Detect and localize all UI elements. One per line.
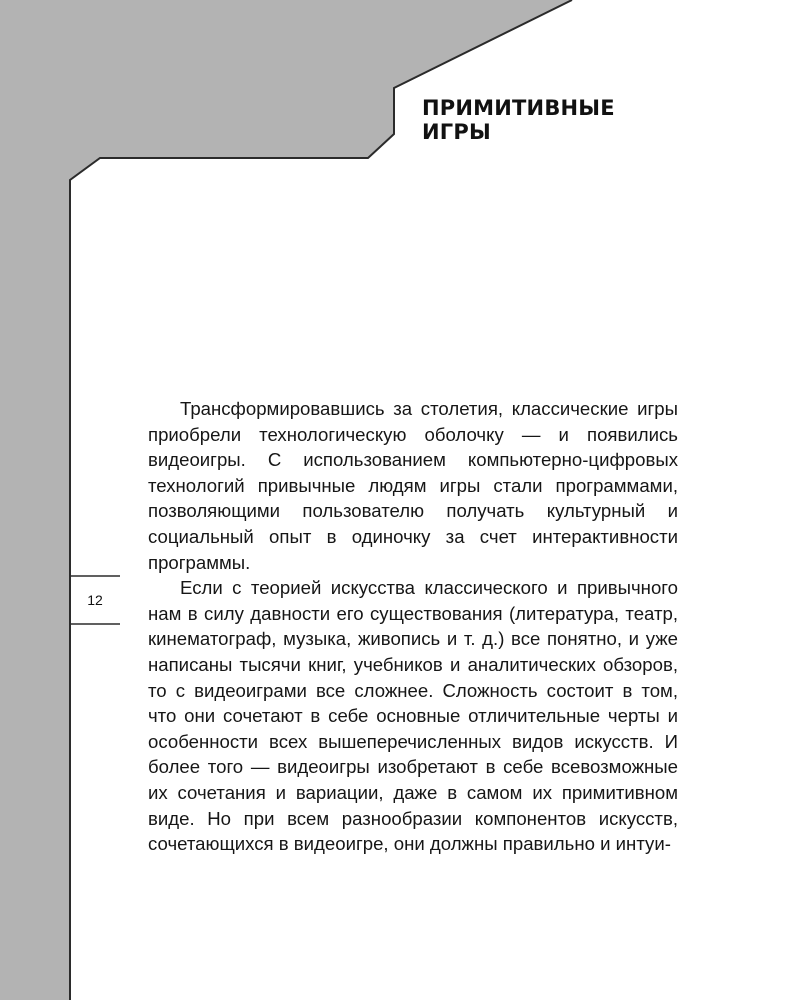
chapter-title <box>422 96 682 144</box>
chapter-title-line-1: ПРИМИТИВНЫЕ <box>422 96 615 120</box>
chapter-title-line-2: ИГРЫ <box>422 120 491 144</box>
paragraph: Если с теорией искусства классического и привычного нам в силу давности его существования (литература, театр, кинематограф, музыка, живопись и т. д.) все понятно, и уже написаны тысячи книг, учебников и аналитических обзоров, то с видеоиграми все сложнее. Сложность состоит в том, что они сочетают в себе основные отличительные черты и особенности всех вышеперечисленных видов искусств. И более того — видеоигры изобретают в себе всевозможные их сочетания и вариации, даже в самом их примитивном виде. Но при всем разнообразии компонентов искусств, сочетающихся в видеоигре, они должны правильно и интуи- <box>148 577 678 855</box>
body-text <box>148 396 678 857</box>
paragraph: Трансформировавшись за столетия, классические игры приобрели технологическую оболочку — и появились видеоигры. С использованием компьютерно-цифровых технологий привычные людям игры стали программами, позволяющими пользователю получать культурный и социальный опыт в одиночку за счет интерактивности программы. <box>148 398 678 573</box>
page-number: 12 <box>87 592 103 608</box>
